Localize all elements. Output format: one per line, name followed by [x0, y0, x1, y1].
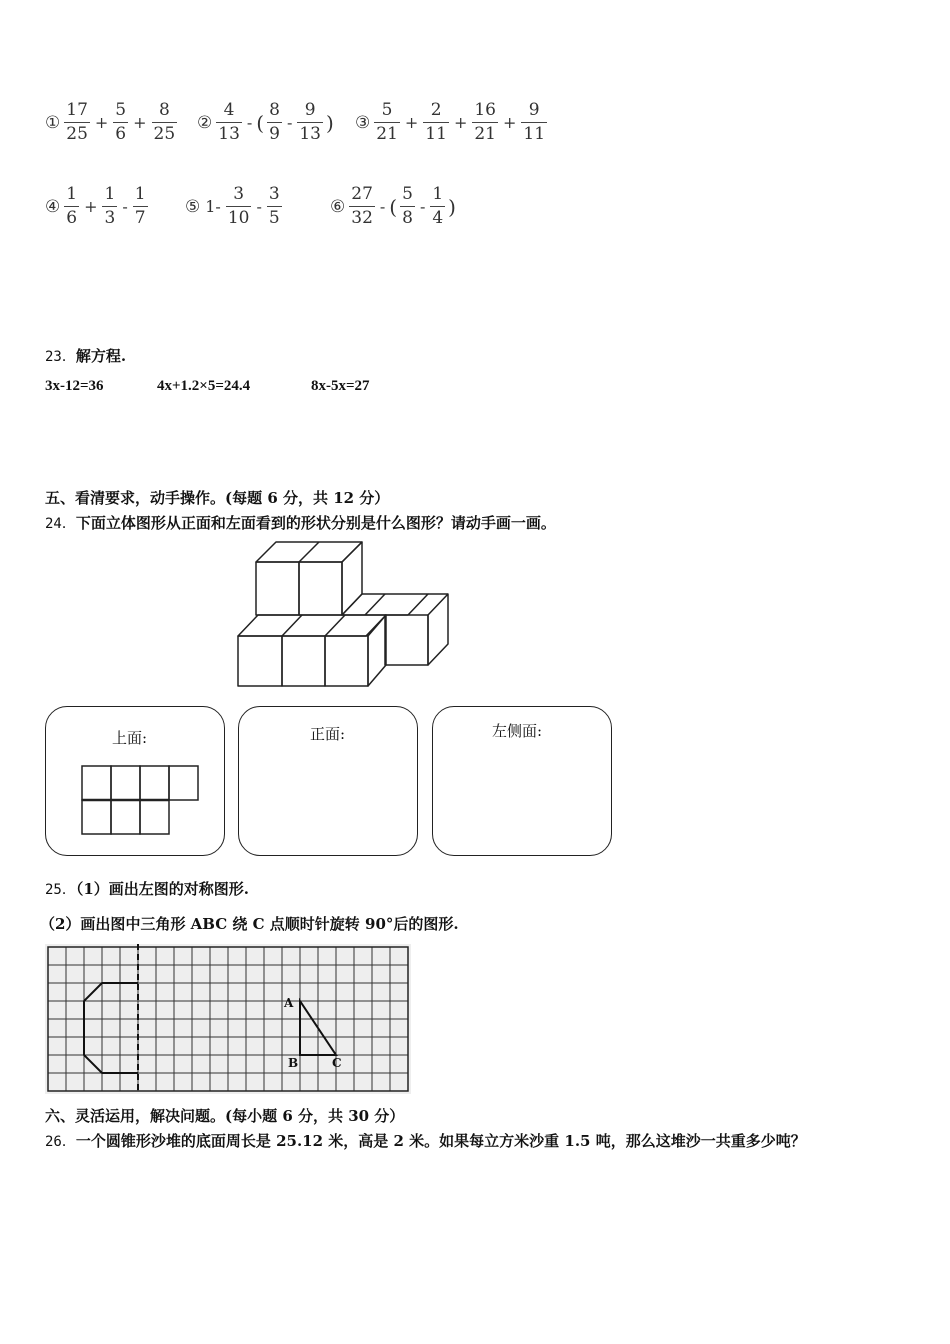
parenthesis: ) — [325, 110, 334, 135]
fraction: $\frac{4}{13}$ — [218, 100, 240, 144]
operator: + — [404, 113, 419, 132]
expression-6 — [330, 186, 457, 227]
expression-1 — [45, 102, 179, 143]
section-6-heading: 六、灵活运用，解决问题。(每小题 6 分，共 30 分） — [45, 1107, 405, 1125]
operator: - — [419, 197, 426, 216]
cube-face — [238, 636, 282, 686]
operator: - — [122, 197, 128, 216]
expression-marker: ④ — [45, 196, 61, 217]
expression-4 — [45, 186, 150, 227]
cube-side — [368, 615, 386, 686]
question-25-part-1: 25．（1）画出左图的对称图形. — [45, 880, 250, 898]
operator: + — [453, 113, 468, 132]
equation-1: 3x-12=36 — [45, 378, 104, 394]
cube-face — [282, 636, 325, 686]
fraction: $\frac{17}{25}$ — [66, 100, 88, 144]
operator: + — [94, 113, 109, 132]
cube-face — [256, 562, 299, 615]
point-b-label: B — [288, 1056, 299, 1070]
expression-marker: ② — [197, 112, 213, 133]
fraction: $\frac{27}{32}$ — [351, 184, 373, 228]
fraction: $\frac{9}{11}$ — [523, 100, 546, 144]
fraction: $\frac{1}{6}$ — [66, 184, 78, 228]
cube-face — [299, 562, 342, 615]
left-view-label: 左侧面: — [492, 722, 543, 740]
fraction: $\frac{3}{5}$ — [268, 184, 280, 228]
fraction: $\frac{5}{6}$ — [115, 100, 127, 144]
operator: + — [502, 113, 517, 132]
expression-3 — [355, 102, 549, 143]
cube-top — [342, 594, 428, 615]
fraction: $\frac{16}{21}$ — [474, 100, 496, 144]
cube-face — [325, 636, 368, 686]
fraction: $\frac{8}{9}$ — [269, 100, 280, 144]
equation-3: 8x-5x=27 — [311, 378, 370, 394]
fraction: $\frac{5}{8}$ — [402, 184, 413, 228]
section-5-heading: 五、看清要求，动手操作。(每题 6 分，共 12 分） — [45, 489, 390, 507]
point-c-label: C — [332, 1056, 342, 1070]
operator: + — [84, 197, 98, 216]
question-25-part-2: （2）画出图中三角形 ABC 绕 C 点顺时针旋转 90°后的图形. — [40, 915, 459, 933]
fraction: $\frac{9}{13}$ — [299, 100, 321, 144]
cube-side — [428, 594, 448, 665]
fraction: $\frac{1}{7}$ — [134, 184, 146, 228]
cube-top — [238, 615, 386, 636]
fraction: $\frac{1}{4}$ — [432, 184, 444, 228]
expression-marker: ③ — [355, 112, 371, 133]
fraction: $\frac{5}{21}$ — [376, 100, 398, 144]
parenthesis: ) — [448, 194, 456, 219]
expression-marker: ① — [45, 112, 61, 133]
cube-face — [385, 615, 428, 665]
front-view-label: 正面: — [310, 725, 346, 743]
expression-marker: ⑤ — [185, 196, 201, 217]
expression-5 — [185, 186, 284, 227]
question-23-title: 23．解方程. — [45, 347, 127, 365]
equation-2: 4x+1.2×5=24.4 — [157, 378, 251, 394]
parenthesis: ( — [256, 110, 265, 135]
top-view-label: 上面: — [112, 729, 148, 747]
expression-2 — [197, 102, 335, 143]
expression-marker: ⑥ — [330, 196, 346, 217]
fraction: $\frac{3}{10}$ — [227, 184, 250, 228]
point-a-label: A — [284, 996, 294, 1010]
top-view-grid — [80, 764, 202, 838]
question-26-text: 26．一个圆锥形沙堆的底面周长是 25.12 米，高是 2 米。如果每立方米沙重 1.5 吨，那么这堆沙一共重多少吨？ — [45, 1132, 806, 1150]
operator: - — [256, 197, 262, 216]
operator: - — [379, 197, 386, 216]
operator: 1- — [205, 197, 221, 216]
parenthesis: ( — [389, 194, 398, 219]
cube-stack-figure — [230, 538, 455, 693]
operator: - — [246, 113, 253, 132]
operator: + — [133, 113, 147, 132]
fraction: $\frac{8}{25}$ — [153, 100, 176, 144]
operator: - — [286, 113, 293, 132]
question-24-text: 24．下面立体图形从正面和左面看到的形状分别是什么图形？请动手画一画。 — [45, 514, 556, 532]
fraction: $\frac{1}{3}$ — [104, 184, 116, 228]
fraction: $\frac{2}{11}$ — [425, 100, 447, 144]
grid-figure — [45, 944, 411, 1094]
